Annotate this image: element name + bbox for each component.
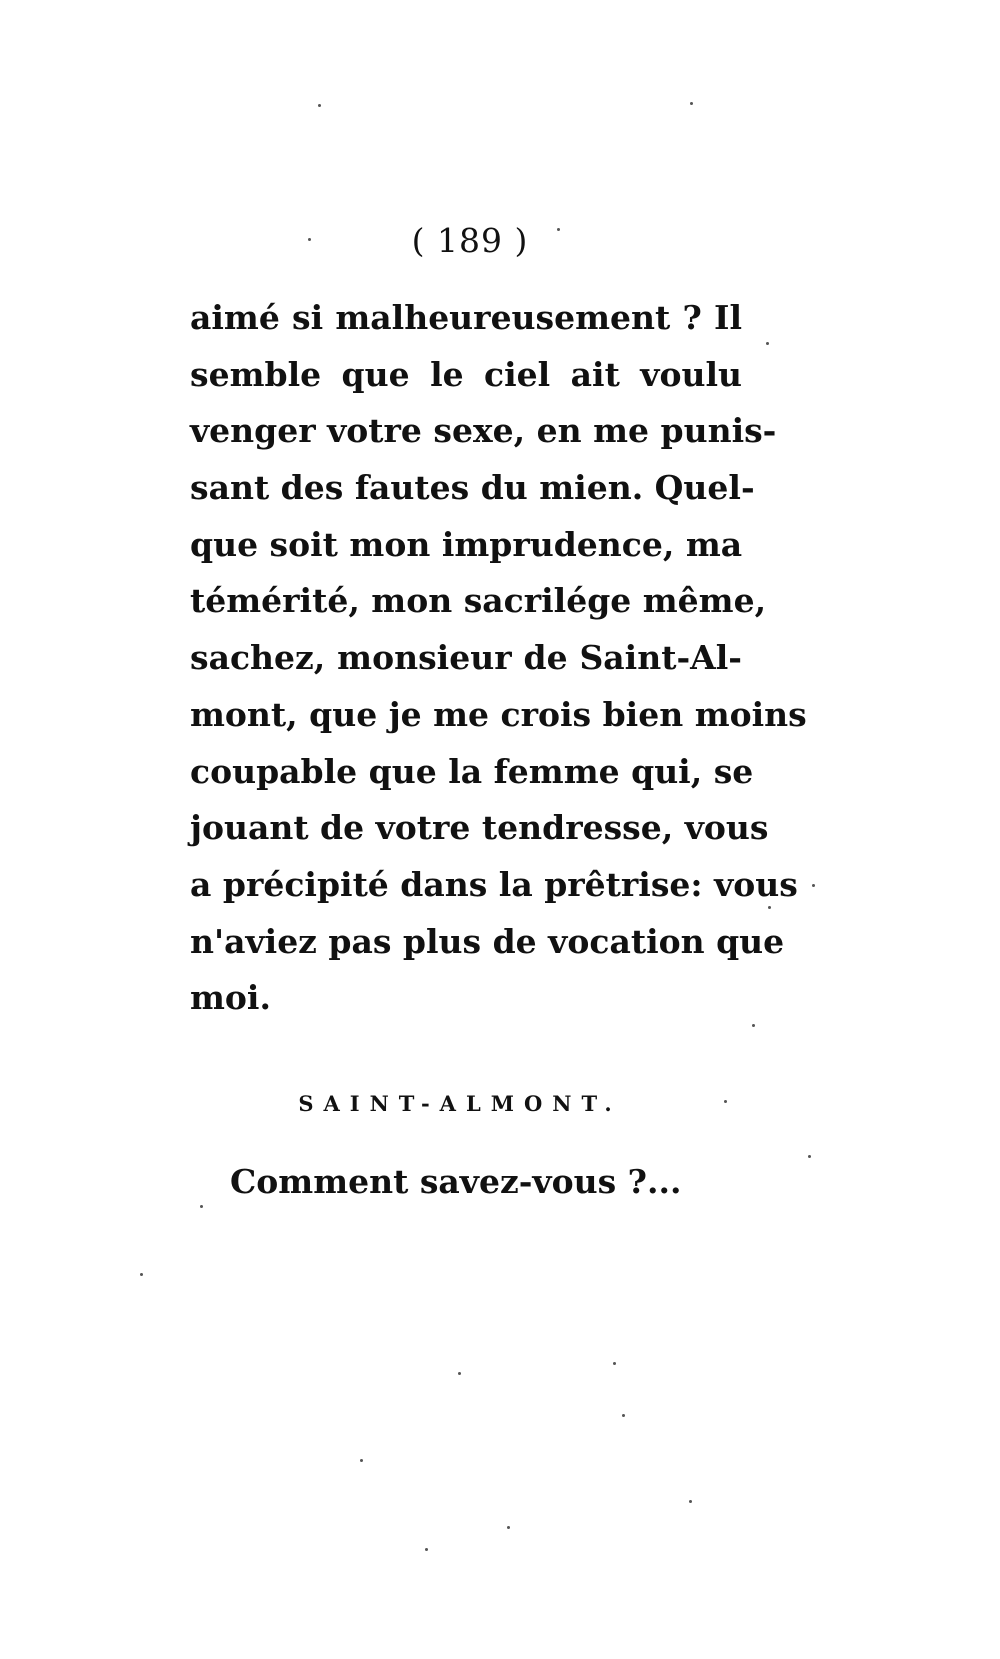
text-line: aimé si malheureusement ? Il: [190, 298, 742, 337]
scan-speck: [808, 1155, 811, 1158]
scan-speck: [690, 102, 693, 105]
scan-speck: [425, 1548, 428, 1551]
text-line: témérité, mon sacrilége même,: [190, 581, 767, 621]
scan-speck: [812, 884, 815, 887]
text-line: sachez, monsieur de Saint-Al-: [190, 638, 742, 678]
text-line: mont, que je me crois bien moins: [190, 694, 807, 734]
scan-speck: [768, 906, 771, 909]
scan-speck: [613, 1362, 616, 1365]
scan-speck: [724, 1100, 727, 1103]
scan-speck: [140, 1273, 143, 1276]
text-line: venger votre sexe, en me punis-: [190, 411, 777, 451]
scan-speck: [458, 1372, 461, 1375]
scan-speck: [622, 1414, 625, 1417]
scan-speck: [752, 1024, 755, 1027]
scan-speck: [766, 342, 769, 345]
text-line: coupable que la femme qui, se: [190, 751, 754, 791]
text-line: sant des fautes du mien. Quel-: [190, 468, 755, 508]
text-line: a précipité dans la prêtrise: vous: [190, 864, 798, 904]
page-number: ( 189 ): [411, 221, 529, 260]
text-line: jouant de votre tendresse, vous: [190, 808, 769, 848]
scan-speck: [318, 104, 321, 107]
scan-speck: [360, 1459, 363, 1462]
text-line: semble que le ciel ait voulu: [190, 354, 742, 394]
text-line: que soit mon imprudence, ma: [190, 524, 743, 564]
speaker-name: SAINT-ALMONT.: [298, 1091, 622, 1116]
text-line: n'aviez pas plus de vocation que: [190, 921, 785, 961]
scan-speck: [308, 238, 311, 241]
scan-speck: [200, 1205, 203, 1208]
scan-speck: [689, 1500, 692, 1503]
dialogue-line: Comment savez-vous ?...: [230, 1162, 682, 1201]
text-line: moi.: [190, 978, 271, 1018]
scan-speck: [557, 228, 560, 231]
body-text: [190, 290, 807, 1027]
scan-speck: [507, 1526, 510, 1529]
